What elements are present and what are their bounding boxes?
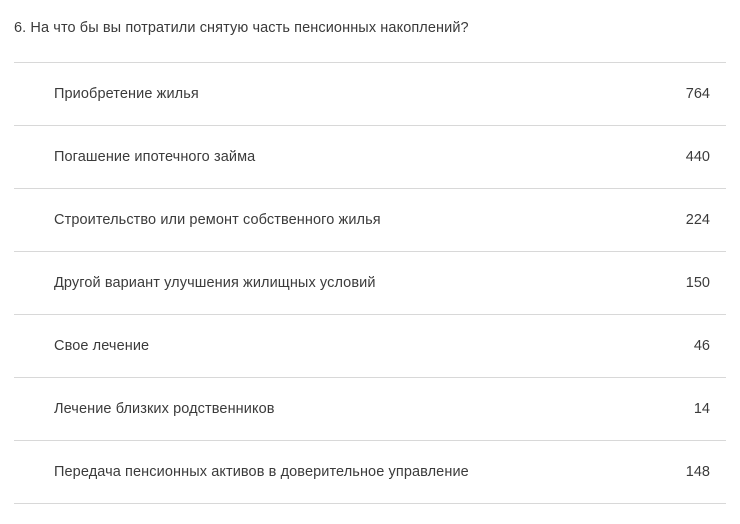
answer-label: Другой вариант улучшения жилищных условий [14, 252, 590, 315]
table-row [14, 252, 726, 315]
results-table-body [14, 63, 726, 504]
answer-value: 224 [590, 189, 726, 252]
table-row [14, 126, 726, 189]
answer-label: Лечение близких родственников [14, 378, 590, 441]
answer-value: 440 [590, 126, 726, 189]
answer-value: 148 [590, 441, 726, 504]
table-row [14, 63, 726, 126]
table-row [14, 315, 726, 378]
answer-value: 46 [590, 315, 726, 378]
table-row [14, 189, 726, 252]
answer-value: 150 [590, 252, 726, 315]
results-table [14, 62, 726, 504]
table-row [14, 441, 726, 504]
answer-label: Приобретение жилья [14, 63, 590, 126]
answer-value: 764 [590, 63, 726, 126]
answer-label: Свое лечение [14, 315, 590, 378]
answer-label: Погашение ипотечного займа [14, 126, 590, 189]
table-row [14, 378, 726, 441]
question-title: 6. На что бы вы потратили снятую часть пенсионных накоплений? [14, 20, 469, 36]
answer-value: 14 [590, 378, 726, 441]
answer-label: Строительство или ремонт собственного жилья [14, 189, 590, 252]
answer-label: Передача пенсионных активов в доверительное управление [14, 441, 590, 504]
